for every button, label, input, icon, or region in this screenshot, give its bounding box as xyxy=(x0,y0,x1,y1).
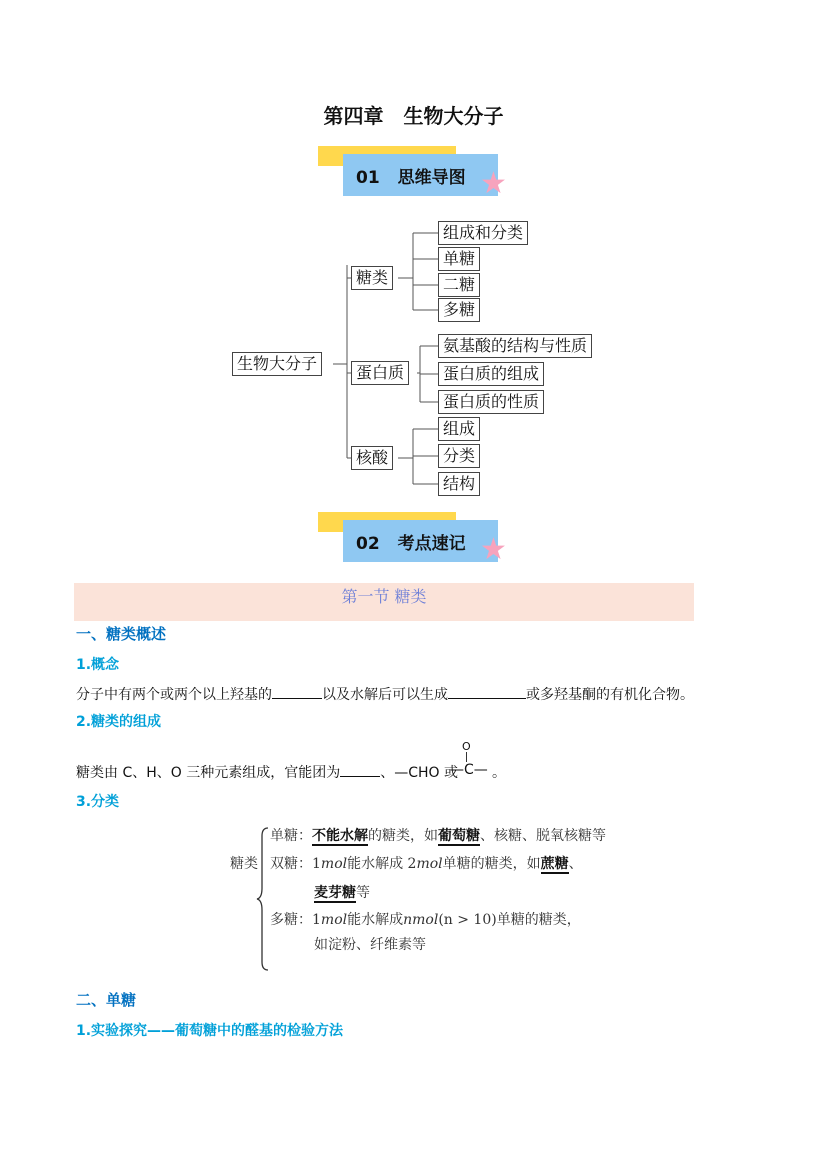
key-term: 不能水解 xyxy=(312,828,368,844)
key-term: 葡萄糖 xyxy=(438,828,480,844)
key-term: 麦芽糖 xyxy=(314,885,356,901)
mindmap-leaf: 分类 xyxy=(438,444,480,468)
unit: mol xyxy=(320,856,348,872)
mindmap-branch-protein: 蛋白质 xyxy=(351,361,409,385)
text: 单糖的糖类， xyxy=(496,912,581,928)
key-term: 蔗糖 xyxy=(540,856,569,872)
mindmap-root: 生物大分子 xyxy=(232,352,322,376)
composition-paragraph xyxy=(76,762,458,782)
mindmap-leaf: 蛋白质的组成 xyxy=(438,362,544,386)
section-title: 第一节 糖类 xyxy=(74,583,694,621)
text: 以及水解后可以生成 xyxy=(322,687,448,703)
text: 单糖： xyxy=(270,828,312,844)
mindmap-leaf: 结构 xyxy=(438,472,480,496)
mindmap-branch-nucleic: 核酸 xyxy=(351,446,393,470)
banner-number: 02 xyxy=(356,534,380,554)
banner-text: 考点速记 xyxy=(397,534,466,554)
banner-text: 思维导图 xyxy=(397,168,466,188)
text: 、 xyxy=(568,856,583,872)
heading-monosaccharide: 二、单糖 xyxy=(76,991,137,1009)
text: 、—CHO 或 xyxy=(380,765,459,781)
page-title: 第四章 生物大分子 xyxy=(323,104,504,128)
heading-overview: 一、糖类概述 xyxy=(76,625,167,643)
banner-number: 01 xyxy=(356,168,380,188)
text: 能水解成 2 xyxy=(347,856,417,872)
banner-keypoints xyxy=(318,512,518,568)
brace-icon xyxy=(256,826,270,972)
classify-di xyxy=(270,853,583,873)
classify-mono xyxy=(270,825,606,845)
carbonyl-double-bond xyxy=(466,752,468,762)
fill-blank xyxy=(340,762,380,777)
text: (n > 10) xyxy=(438,912,497,928)
unit: mol xyxy=(320,912,348,928)
sentence-end: 。 xyxy=(492,765,506,781)
mindmap-leaf: 蛋白质的性质 xyxy=(438,390,544,414)
carbonyl-oxygen: O xyxy=(462,740,471,753)
text: 或多羟基酮的有机化合物。 xyxy=(526,687,694,703)
heading-experiment: 1.实验探究——葡萄糖中的醛基的检验方法 xyxy=(76,1023,344,1039)
text: 分子中有两个或两个以上羟基的 xyxy=(76,687,272,703)
star-icon: ★ xyxy=(480,166,507,201)
carbonyl-group: —C— xyxy=(450,762,488,778)
text: 等 xyxy=(356,885,370,901)
mindmap-leaf: 组成 xyxy=(438,417,480,441)
classify-poly xyxy=(270,909,581,929)
classify-di-line2 xyxy=(314,882,370,902)
mindmap-connectors xyxy=(0,0,827,520)
mindmap-branch-sugar: 糖类 xyxy=(351,266,393,290)
text: 的糖类，如 xyxy=(368,828,438,844)
heading-concept: 1.概念 xyxy=(76,657,120,673)
fill-blank xyxy=(448,684,526,699)
mindmap-leaf: 二糖 xyxy=(438,273,480,297)
text: 多糖：1 xyxy=(270,912,321,928)
heading-classify: 3.分类 xyxy=(76,794,120,810)
fill-blank xyxy=(272,684,322,699)
unit: mol xyxy=(416,856,443,872)
classify-label: 糖类 xyxy=(230,856,258,872)
mindmap-leaf: 单糖 xyxy=(438,247,480,271)
banner-label xyxy=(356,529,466,554)
mindmap-leaf: 多糖 xyxy=(438,298,480,322)
text: 能水解成 xyxy=(347,912,404,928)
heading-composition: 2.糖类的组成 xyxy=(76,714,162,730)
text: 、核糖、脱氧核糖等 xyxy=(480,828,606,844)
unit: nmol xyxy=(403,912,439,928)
mindmap-leaf: 氨基酸的结构与性质 xyxy=(438,334,592,358)
concept-paragraph xyxy=(76,684,694,704)
star-icon: ★ xyxy=(480,532,507,567)
classify-poly-line2: 如淀粉、纤维素等 xyxy=(314,937,426,953)
mindmap-leaf: 组成和分类 xyxy=(438,221,528,245)
text: 双糖：1 xyxy=(270,856,321,872)
text: 糖类由 C、H、O 三种元素组成，官能团为 xyxy=(76,765,341,781)
text: 单糖的糖类，如 xyxy=(442,856,541,872)
